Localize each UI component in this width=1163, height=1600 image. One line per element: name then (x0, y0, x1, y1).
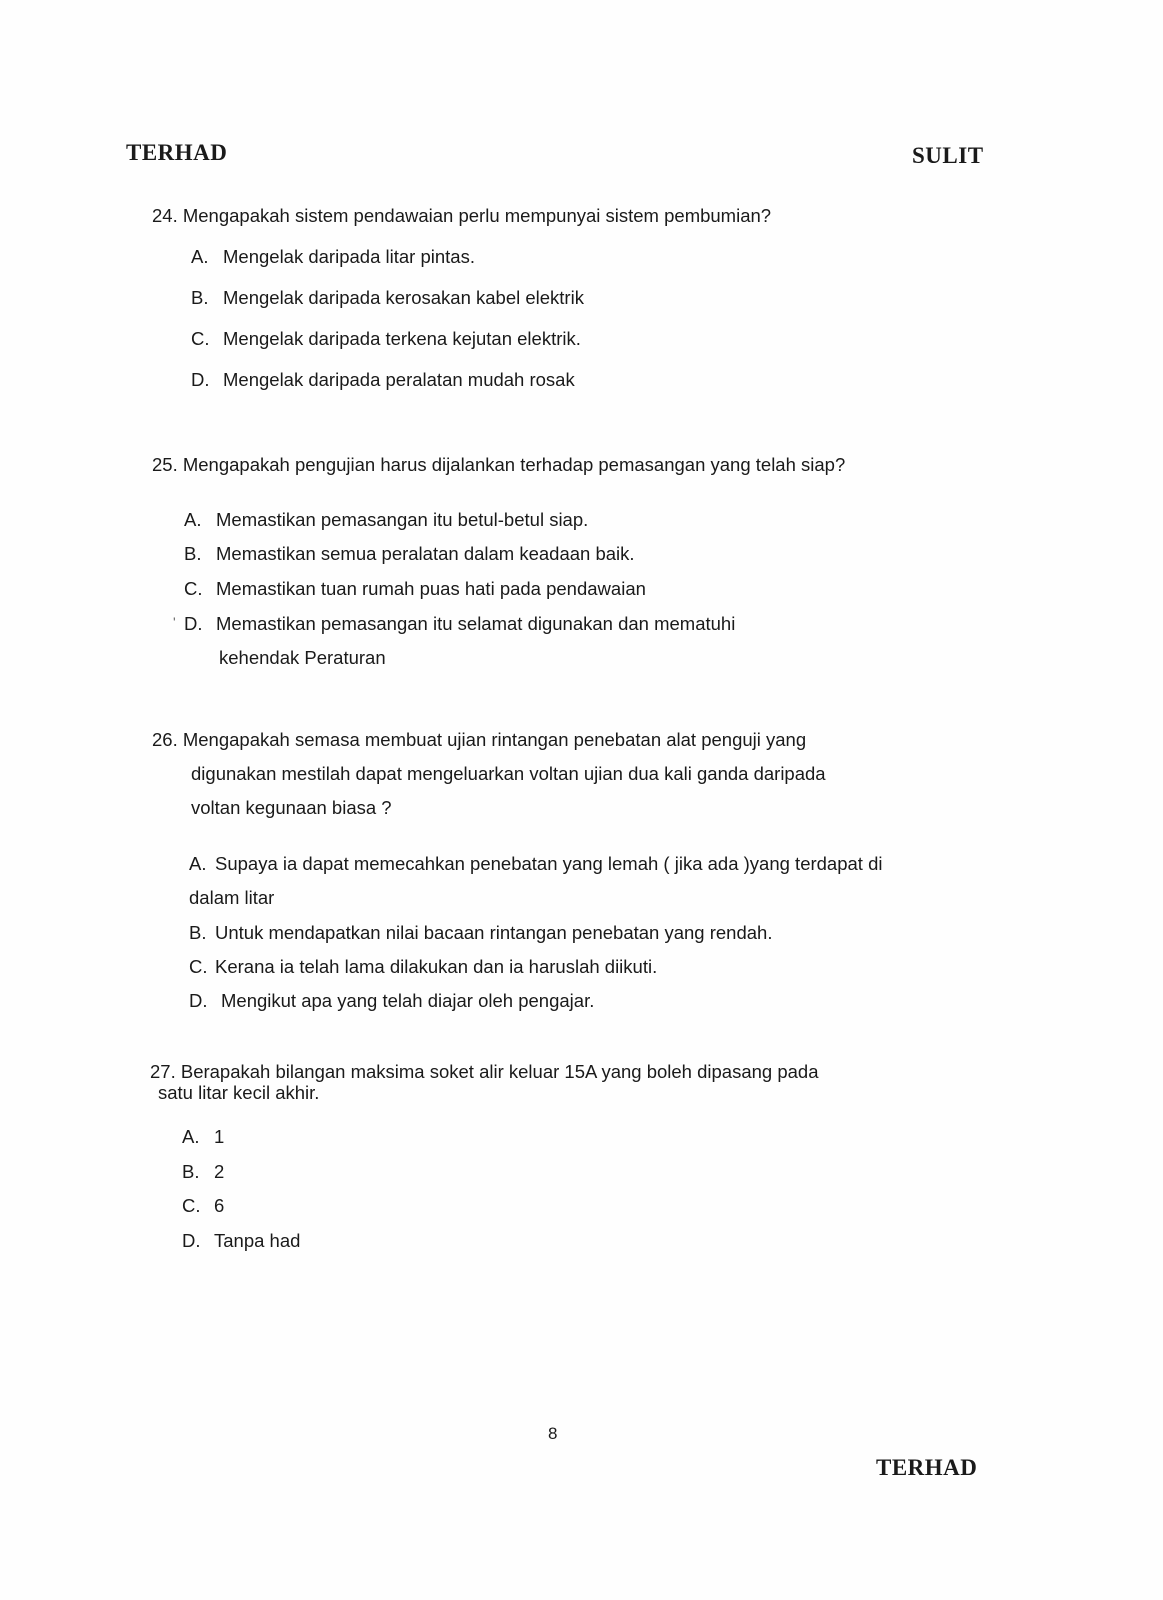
question-26-line-3: voltan kegunaan biasa ? (191, 797, 392, 818)
option-text: Memastikan pemasangan itu betul-betul siap. (216, 509, 589, 530)
stray-mark: ' (173, 614, 176, 630)
q26-option-d (189, 990, 594, 1012)
option-text: Untuk mendapatkan nilai bacaan rintangan penebatan yang rendah. (215, 922, 773, 943)
q27-option-c (182, 1195, 224, 1217)
option-text: Memastikan pemasangan itu selamat digunakan dan mematuhi (216, 613, 736, 634)
q27-option-d (182, 1230, 300, 1252)
question-26-line-1: 26. Mengapakah semasa membuat ujian rintangan penebatan alat penguji yang (152, 729, 807, 750)
option-text: 1 (214, 1126, 225, 1147)
page-number: 8 (548, 1424, 558, 1443)
q25-option-c (184, 578, 646, 600)
option-label: D. (189, 990, 208, 1011)
option-label: B. (191, 287, 209, 308)
q26-option-c (189, 956, 657, 978)
option-text: Kerana ia telah lama dilakukan dan ia haruslah diikuti. (215, 956, 658, 977)
q25-option-b (184, 543, 635, 565)
option-label: C. (189, 956, 208, 977)
header-classification-right: SULIT (912, 143, 984, 168)
footer-classification: TERHAD (876, 1455, 978, 1480)
option-text: Mengikut apa yang telah diajar oleh pengajar. (221, 990, 595, 1011)
option-label: B. (184, 543, 202, 564)
option-text: Tanpa had (214, 1230, 301, 1251)
option-text: Memastikan semua peralatan dalam keadaan baik. (216, 543, 635, 564)
option-label: A. (191, 246, 209, 267)
option-label: B. (182, 1161, 200, 1182)
option-label: B. (189, 922, 207, 943)
q26-option-a-continuation: dalam litar (189, 887, 275, 908)
option-text: Mengelak daripada kerosakan kabel elektrik (223, 287, 584, 308)
q26-option-a (189, 853, 882, 875)
option-text: Mengelak daripada peralatan mudah rosak (223, 369, 575, 390)
question-27-line-1: 27. Berapakah bilangan maksima soket alir keluar 15A yang boleh dipasang pada (150, 1061, 819, 1082)
option-label: C. (182, 1195, 201, 1216)
option-text: Supaya ia dapat memecahkan penebatan yang lemah ( jika ada )yang terdapat di (215, 853, 883, 874)
q27-option-a (182, 1126, 224, 1148)
option-label: D. (191, 369, 210, 390)
option-text: Memastikan tuan rumah puas hati pada pendawaian (216, 578, 646, 599)
option-text: 2 (214, 1161, 225, 1182)
q25-option-d-continuation: kehendak Peraturan (219, 647, 386, 668)
q27-option-b (182, 1161, 224, 1183)
question-26-line-2: digunakan mestilah dapat mengeluarkan voltan ujian dua kali ganda daripada (191, 763, 826, 784)
option-label: A. (182, 1126, 200, 1147)
q24-option-d (191, 369, 575, 391)
option-text: Mengelak daripada terkena kejutan elektrik. (223, 328, 581, 349)
question-27-line-2: satu litar kecil akhir. (158, 1082, 320, 1103)
option-label: D. (182, 1230, 201, 1251)
q24-option-b (191, 287, 584, 309)
question-25: 25. Mengapakah pengujian harus dijalankan terhadap pemasangan yang telah siap? (152, 454, 846, 475)
q25-option-d (184, 613, 735, 635)
q25-option-a (184, 509, 588, 531)
option-label: C. (184, 578, 203, 599)
option-label: D. (184, 613, 203, 634)
q26-option-b (189, 922, 772, 944)
question-24: 24. Mengapakah sistem pendawaian perlu mempunyai sistem pembumian? (152, 205, 772, 226)
option-label: A. (189, 853, 207, 874)
option-text: 6 (214, 1195, 225, 1216)
option-text: Mengelak daripada litar pintas. (223, 246, 475, 267)
option-label: C. (191, 328, 210, 349)
q24-option-a (191, 246, 475, 268)
header-classification-left: TERHAD (126, 140, 228, 165)
option-label: A. (184, 509, 202, 530)
q24-option-c (191, 328, 581, 350)
